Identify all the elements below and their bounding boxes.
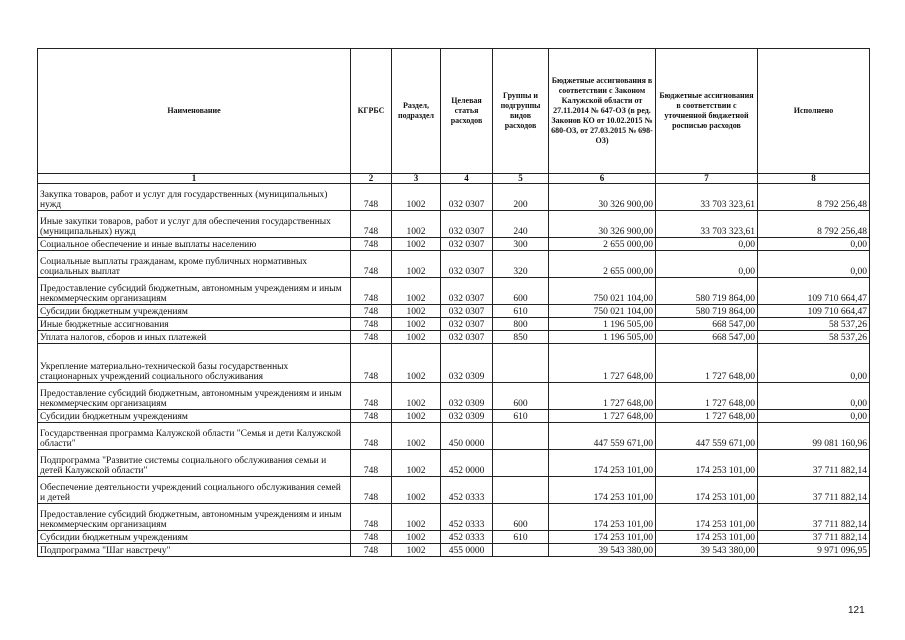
row-section: 1002 bbox=[392, 450, 441, 477]
row-expense-group: 610 bbox=[493, 410, 549, 423]
row-target-article: 452 0333 bbox=[441, 504, 493, 531]
row-section: 1002 bbox=[392, 477, 441, 504]
table-row bbox=[38, 544, 870, 557]
row-kgrbs: 748 bbox=[351, 278, 392, 305]
column-number: 6 bbox=[549, 174, 656, 184]
row-refined-amount: 1 727 648,00 bbox=[656, 344, 758, 383]
column-number: 4 bbox=[441, 174, 493, 184]
row-law-amount: 1 196 505,00 bbox=[549, 318, 656, 331]
row-name: Социальные выплаты гражданам, кроме публичных нормативных социальных выплат bbox=[38, 251, 351, 278]
row-name: Предоставление субсидий бюджетным, автономным учреждениям и иным некоммерческим организациям bbox=[38, 278, 351, 305]
row-expense-group: 600 bbox=[493, 383, 549, 410]
table-body bbox=[38, 184, 870, 557]
row-section: 1002 bbox=[392, 383, 441, 410]
row-law-amount: 2 655 000,00 bbox=[549, 238, 656, 251]
row-law-amount: 30 326 900,00 bbox=[549, 184, 656, 211]
table-row bbox=[38, 238, 870, 251]
row-kgrbs: 748 bbox=[351, 305, 392, 318]
row-executed-amount: 37 711 882,14 bbox=[758, 450, 870, 477]
row-target-article: 452 0333 bbox=[441, 477, 493, 504]
row-expense-group: 850 bbox=[493, 331, 549, 344]
row-expense-group: 240 bbox=[493, 211, 549, 238]
row-refined-amount: 668 547,00 bbox=[656, 331, 758, 344]
row-law-amount: 750 021 104,00 bbox=[549, 278, 656, 305]
table-row bbox=[38, 251, 870, 278]
table-row bbox=[38, 344, 870, 383]
row-section: 1002 bbox=[392, 184, 441, 211]
header-row bbox=[38, 49, 870, 174]
row-refined-amount: 174 253 101,00 bbox=[656, 531, 758, 544]
row-name: Субсидии бюджетным учреждениям bbox=[38, 531, 351, 544]
row-target-article: 032 0309 bbox=[441, 410, 493, 423]
table-row bbox=[38, 278, 870, 305]
row-section: 1002 bbox=[392, 410, 441, 423]
row-target-article: 032 0307 bbox=[441, 251, 493, 278]
row-executed-amount: 37 711 882,14 bbox=[758, 531, 870, 544]
row-executed-amount: 37 711 882,14 bbox=[758, 477, 870, 504]
row-law-amount: 39 543 380,00 bbox=[549, 544, 656, 557]
row-name: Предоставление субсидий бюджетным, автономным учреждениям и иным некоммерческим организациям bbox=[38, 504, 351, 531]
row-refined-amount: 33 703 323,61 bbox=[656, 184, 758, 211]
table-row bbox=[38, 331, 870, 344]
row-law-amount: 750 021 104,00 bbox=[549, 305, 656, 318]
budget-table bbox=[37, 48, 870, 557]
row-kgrbs: 748 bbox=[351, 331, 392, 344]
row-name: Укрепление материально-технической базы государственных стационарных учреждений социального обслуживания bbox=[38, 344, 351, 383]
row-expense-group bbox=[493, 450, 549, 477]
row-kgrbs: 748 bbox=[351, 477, 392, 504]
table-row bbox=[38, 318, 870, 331]
row-target-article: 032 0307 bbox=[441, 238, 493, 251]
row-executed-amount: 0,00 bbox=[758, 251, 870, 278]
row-name: Закупка товаров, работ и услуг для государственных (муниципальных) нужд bbox=[38, 184, 351, 211]
row-name: Подпрограмма "Шаг навстречу" bbox=[38, 544, 351, 557]
row-target-article: 032 0307 bbox=[441, 305, 493, 318]
row-section: 1002 bbox=[392, 423, 441, 450]
row-expense-group: 320 bbox=[493, 251, 549, 278]
table-row bbox=[38, 383, 870, 410]
column-number: 1 bbox=[38, 174, 351, 184]
table-row bbox=[38, 423, 870, 450]
row-kgrbs: 748 bbox=[351, 211, 392, 238]
row-kgrbs: 748 bbox=[351, 318, 392, 331]
row-kgrbs: 748 bbox=[351, 544, 392, 557]
page-number: 121 bbox=[848, 605, 865, 616]
row-section: 1002 bbox=[392, 531, 441, 544]
row-target-article: 032 0307 bbox=[441, 184, 493, 211]
row-name: Обеспечение деятельности учреждений социального обслуживания семей и детей bbox=[38, 477, 351, 504]
row-section: 1002 bbox=[392, 344, 441, 383]
row-law-amount: 2 655 000,00 bbox=[549, 251, 656, 278]
row-expense-group bbox=[493, 344, 549, 383]
column-number: 7 bbox=[656, 174, 758, 184]
row-section: 1002 bbox=[392, 278, 441, 305]
row-name: Социальное обеспечение и иные выплаты населению bbox=[38, 238, 351, 251]
header-refined: Бюджетные ассигнования в соответствии с уточненной бюджетной росписью расходов bbox=[656, 49, 758, 174]
row-executed-amount: 58 537,26 bbox=[758, 331, 870, 344]
row-executed-amount: 0,00 bbox=[758, 344, 870, 383]
row-refined-amount: 0,00 bbox=[656, 251, 758, 278]
row-refined-amount: 447 559 671,00 bbox=[656, 423, 758, 450]
row-section: 1002 bbox=[392, 211, 441, 238]
row-name: Иные закупки товаров, работ и услуг для обеспечения государственных (муниципальных) нужд bbox=[38, 211, 351, 238]
row-kgrbs: 748 bbox=[351, 344, 392, 383]
row-target-article: 032 0309 bbox=[441, 344, 493, 383]
row-kgrbs: 748 bbox=[351, 450, 392, 477]
row-executed-amount: 37 711 882,14 bbox=[758, 504, 870, 531]
row-expense-group: 610 bbox=[493, 531, 549, 544]
row-section: 1002 bbox=[392, 544, 441, 557]
row-expense-group: 610 bbox=[493, 305, 549, 318]
row-kgrbs: 748 bbox=[351, 251, 392, 278]
header-name: Наименование bbox=[38, 49, 351, 174]
row-target-article: 032 0309 bbox=[441, 383, 493, 410]
row-kgrbs: 748 bbox=[351, 184, 392, 211]
row-expense-group bbox=[493, 544, 549, 557]
row-expense-group bbox=[493, 423, 549, 450]
row-target-article: 452 0333 bbox=[441, 531, 493, 544]
table-row bbox=[38, 531, 870, 544]
header-target: Целевая статья расходов bbox=[441, 49, 493, 174]
header-group: Группы и подгруппы видов расходов bbox=[493, 49, 549, 174]
row-law-amount: 1 727 648,00 bbox=[549, 383, 656, 410]
row-name: Субсидии бюджетным учреждениям bbox=[38, 410, 351, 423]
row-target-article: 452 0000 bbox=[441, 450, 493, 477]
row-executed-amount: 0,00 bbox=[758, 410, 870, 423]
header-kgrbs: КГРБС bbox=[351, 49, 392, 174]
row-section: 1002 bbox=[392, 305, 441, 318]
row-refined-amount: 174 253 101,00 bbox=[656, 477, 758, 504]
row-target-article: 032 0307 bbox=[441, 318, 493, 331]
row-name: Подпрограмма "Развитие системы социального обслуживания семьи и детей Калужской области" bbox=[38, 450, 351, 477]
row-target-article: 032 0307 bbox=[441, 331, 493, 344]
row-executed-amount: 0,00 bbox=[758, 383, 870, 410]
row-section: 1002 bbox=[392, 251, 441, 278]
row-refined-amount: 174 253 101,00 bbox=[656, 504, 758, 531]
row-refined-amount: 1 727 648,00 bbox=[656, 410, 758, 423]
column-number: 8 bbox=[758, 174, 870, 184]
table-row bbox=[38, 410, 870, 423]
row-name: Иные бюджетные ассигнования bbox=[38, 318, 351, 331]
row-law-amount: 174 253 101,00 bbox=[549, 477, 656, 504]
row-section: 1002 bbox=[392, 238, 441, 251]
row-name: Уплата налогов, сборов и иных платежей bbox=[38, 331, 351, 344]
row-name: Субсидии бюджетным учреждениям bbox=[38, 305, 351, 318]
table-row bbox=[38, 477, 870, 504]
row-refined-amount: 580 719 864,00 bbox=[656, 305, 758, 318]
row-refined-amount: 0,00 bbox=[656, 238, 758, 251]
table-row bbox=[38, 211, 870, 238]
row-expense-group bbox=[493, 477, 549, 504]
row-kgrbs: 748 bbox=[351, 531, 392, 544]
row-expense-group: 300 bbox=[493, 238, 549, 251]
header-done: Исполнено bbox=[758, 49, 870, 174]
row-refined-amount: 1 727 648,00 bbox=[656, 383, 758, 410]
row-executed-amount: 8 792 256,48 bbox=[758, 184, 870, 211]
row-law-amount: 1 727 648,00 bbox=[549, 344, 656, 383]
row-expense-group: 600 bbox=[493, 278, 549, 305]
row-target-article: 032 0307 bbox=[441, 278, 493, 305]
row-target-article: 455 0000 bbox=[441, 544, 493, 557]
table-row bbox=[38, 184, 870, 211]
row-executed-amount: 99 081 160,96 bbox=[758, 423, 870, 450]
row-expense-group: 200 bbox=[493, 184, 549, 211]
row-target-article: 450 0000 bbox=[441, 423, 493, 450]
row-section: 1002 bbox=[392, 331, 441, 344]
row-refined-amount: 39 543 380,00 bbox=[656, 544, 758, 557]
row-law-amount: 30 326 900,00 bbox=[549, 211, 656, 238]
row-executed-amount: 58 537,26 bbox=[758, 318, 870, 331]
table-row bbox=[38, 305, 870, 318]
row-refined-amount: 174 253 101,00 bbox=[656, 450, 758, 477]
row-executed-amount: 109 710 664,47 bbox=[758, 278, 870, 305]
row-executed-amount: 9 971 096,95 bbox=[758, 544, 870, 557]
row-kgrbs: 748 bbox=[351, 423, 392, 450]
row-refined-amount: 668 547,00 bbox=[656, 318, 758, 331]
header-law: Бюджетные ассигнования в соответствии с Законом Калужской области от 27.11.2014 № 647-ОЗ (в ред. Законов КО от 10.02.2015 № 680-ОЗ, от 27.03.2015 № 698-ОЗ) bbox=[549, 49, 656, 174]
row-kgrbs: 748 bbox=[351, 410, 392, 423]
row-target-article: 032 0307 bbox=[441, 211, 493, 238]
table-row bbox=[38, 450, 870, 477]
row-section: 1002 bbox=[392, 504, 441, 531]
row-law-amount: 1 196 505,00 bbox=[549, 331, 656, 344]
row-kgrbs: 748 bbox=[351, 238, 392, 251]
row-law-amount: 174 253 101,00 bbox=[549, 531, 656, 544]
row-law-amount: 174 253 101,00 bbox=[549, 504, 656, 531]
row-expense-group: 800 bbox=[493, 318, 549, 331]
row-refined-amount: 580 719 864,00 bbox=[656, 278, 758, 305]
row-executed-amount: 0,00 bbox=[758, 238, 870, 251]
row-section: 1002 bbox=[392, 318, 441, 331]
row-law-amount: 1 727 648,00 bbox=[549, 410, 656, 423]
row-name: Государственная программа Калужской области "Семья и дети Калужской области" bbox=[38, 423, 351, 450]
column-number: 3 bbox=[392, 174, 441, 184]
row-law-amount: 174 253 101,00 bbox=[549, 450, 656, 477]
column-number: 2 bbox=[351, 174, 392, 184]
row-name: Предоставление субсидий бюджетным, автономным учреждениям и иным некоммерческим организациям bbox=[38, 383, 351, 410]
table-row bbox=[38, 504, 870, 531]
row-expense-group: 600 bbox=[493, 504, 549, 531]
row-executed-amount: 8 792 256,48 bbox=[758, 211, 870, 238]
row-executed-amount: 109 710 664,47 bbox=[758, 305, 870, 318]
row-law-amount: 447 559 671,00 bbox=[549, 423, 656, 450]
row-kgrbs: 748 bbox=[351, 383, 392, 410]
column-number: 5 bbox=[493, 174, 549, 184]
row-kgrbs: 748 bbox=[351, 504, 392, 531]
column-number-row bbox=[38, 174, 870, 184]
row-refined-amount: 33 703 323,61 bbox=[656, 211, 758, 238]
header-section: Раздел, подраздел bbox=[392, 49, 441, 174]
